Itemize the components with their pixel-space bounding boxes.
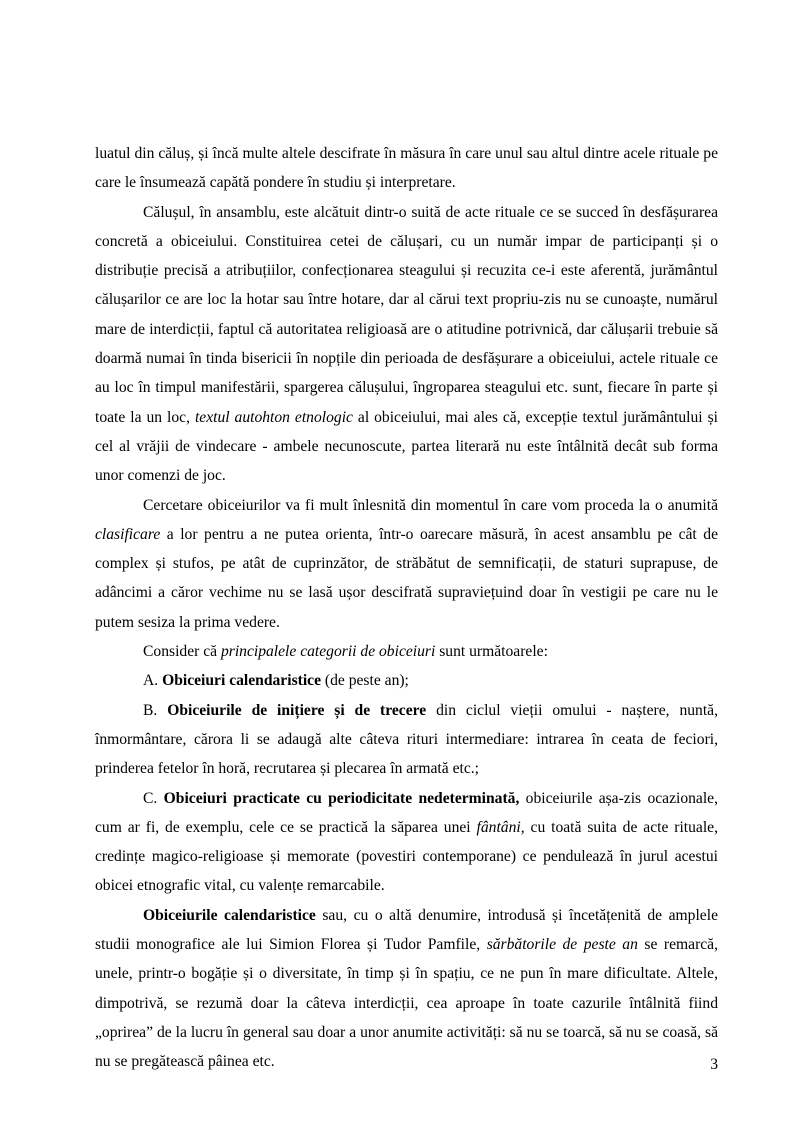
emphasis-text: fântâni,	[476, 818, 525, 836]
bold-text: Obiceiuri calendaristice	[162, 672, 321, 690]
bold-text: Obiceiurile de inițiere și de trecere	[167, 701, 427, 719]
emphasis-text: textul autohton etnologic	[194, 408, 353, 426]
paragraph-text: a lor pentru a ne putea orienta, într-o oarecare măsură, în acest ansamblu pe cât de complex și stufos, pe atât de cuprinzător, de străbătut de semnificații, de staturi suprapuse, de adâncimi a căror vechime nu se lasă ușor descifrată supraviețuind doar în vestigii pe care nu le putem sesiza la prima vedere.	[95, 525, 718, 631]
paragraph-calendar-customs	[95, 901, 718, 1077]
paragraph-text: (de peste an);	[321, 672, 409, 690]
list-item-a	[95, 666, 718, 695]
emphasis-text: sărbătorile de peste an	[486, 936, 638, 954]
paragraph-categories-intro	[95, 637, 718, 666]
paragraph-text: din ciclul vieții omului - naștere, nuntă, înmormântare, cărora li se adaugă alte câteva rituri intermediare: intrarea în ceata de feciori, prinderea fetelor în horă, recrutarea și plecarea în armată etc.;	[95, 701, 718, 778]
paragraph-text: cu toată suita de acte rituale, credințe magico-religioase și memorate (povestiri contemporane) ce pendulează în jurul acestui obicei etnografic vital, cu valențe remarcabile.	[95, 818, 718, 895]
list-item-b	[95, 696, 718, 784]
paragraph-text: Cercetare obiceiurilor va fi mult înlesnită din momentul în care vom proceda la o anumită	[143, 496, 718, 514]
paragraph-text: luatul din căluș, și încă multe altele descifrate în măsura în care unul sau altul dintre acele rituale pe care le însumează capătă pondere în studiu și interpretare.	[95, 145, 718, 192]
paragraph-text: sunt următoarele:	[435, 643, 548, 661]
paragraph-text: al obiceiului, mai ales că, excepție textul jurământului și cel al vrăjii de vindecare - ambele necunoscute, partea literară nu este întâlnită decât sub forma unor comenzi de joc.	[95, 408, 718, 485]
bold-text: Obiceiuri practicate cu periodicitate nedeterminată,	[163, 789, 520, 807]
emphasis-text: principalele categorii de obiceiuri	[220, 643, 436, 661]
paragraph-text: sau, cu o altă denumire, introdusă și încetățenită de amplele studii monografice ale lui Simion Florea și Tudor Pamfile,	[95, 906, 718, 954]
paragraph-text: Călușul, în ansamblu, este alcătuit dintr-o suită de acte rituale ce se succed în desfășurarea concretă a obiceiului. Constituirea cetei de călușari, cu un număr impar de participanți și o distribuție precisă a atribuțiilor, confecționarea steagului și recuzita ce-i este aferentă, jurământul călușarilor ce are loc la hotar sau între hotare, dar al cărui text propriu-zis nu se cunoaște, numărul mare de interdicții, faptul că autoritatea religioasă are o atitudine potrivnică, dar călușarii trebuie să doarmă numai în tinda bisericii în nopțile din perioada de desfășurare a obiceiului, actele rituale ce au loc în timpul manifestării, spargerea călușului, îngroparea steagului etc. sunt, fiecare în parte și toate la un loc,	[95, 203, 718, 426]
list-marker: A.	[143, 672, 163, 690]
list-marker: B.	[143, 701, 168, 719]
paragraph-text: Consider că	[143, 643, 221, 661]
paragraph-text: obiceiurile așa-zis ocazionale, cum ar fi, de exemplu, cele ce se practică la săparea unei	[95, 789, 719, 836]
page-number: 3	[710, 1056, 718, 1073]
list-marker: C.	[143, 789, 164, 807]
document-body	[95, 139, 718, 1077]
paragraph-classification	[95, 491, 718, 637]
paragraph-text: se remarcă, unele, printr-o bogăție și o diversitate, în timp și în spațiu, ce ne pun în mare dificultate. Altele, dimpotrivă, se rezumă doar la câteva interdicții, cea aproape în toate cazurile întâlnită fiind „oprirea” de la lucru în general sau doar a unor anumite activități: să nu se toarcă, să nu se coasă, să nu se pregătească pâinea etc.	[95, 936, 719, 1071]
list-item-c	[95, 784, 718, 901]
paragraph-continuation	[95, 139, 718, 198]
paragraph-calusul	[95, 198, 718, 491]
emphasis-text: clasificare	[95, 525, 161, 543]
bold-text: Obiceiurile calendaristice	[143, 906, 316, 924]
